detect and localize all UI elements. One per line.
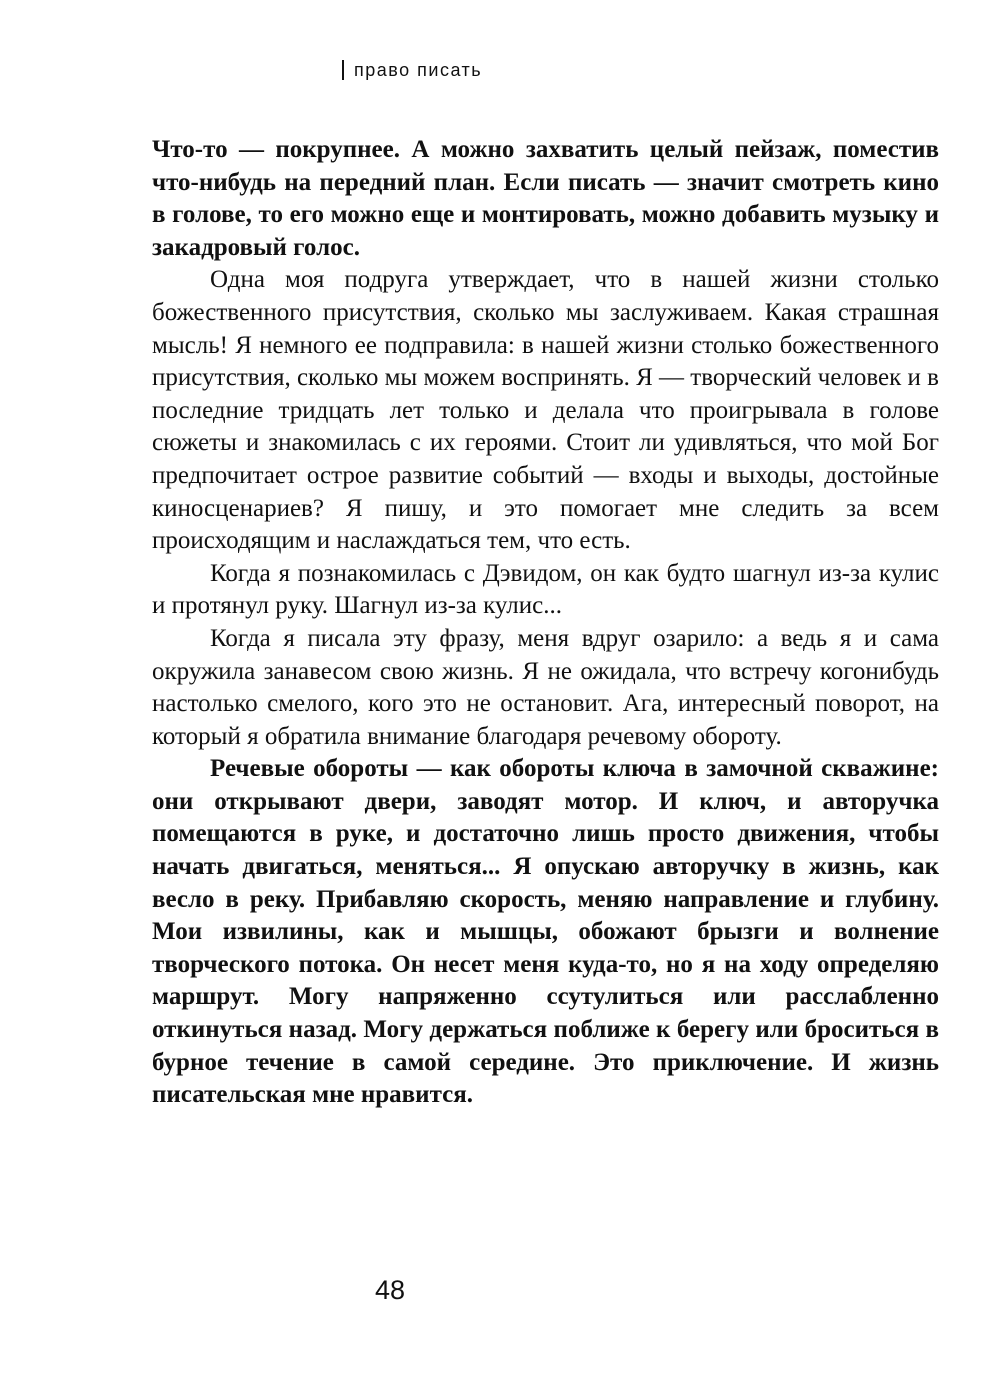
paragraph-1: Что-то — покрупнее. А можно захватить целый пейзаж, поместив что-нибудь на передний план. Если писать — значит смотреть кино в голове, то его можно еще и монтировать, можно добавить музыку и закадровый голос. — [152, 136, 939, 261]
paragraph-3: Когда я познакомилась с Дэвидом, он как будто шагнул из-за кулис и протянул руку. Шагнул из-за кулис... — [152, 559, 939, 620]
running-head — [342, 60, 482, 81]
paragraph-4: Когда я писала эту фразу, меня вдруг озарило: а ведь я и сама окружила занавесом свою жизнь. Я не ожидала, что встречу когонибудь настолько смелого, кого это не остановит. Ага, интересный поворот, на который я обратила внимание благодаря речевому обороту. — [152, 624, 939, 750]
body-text — [152, 134, 939, 1112]
paragraph-2: Одна моя подруга утверждает, что в нашей жизни столько божественного присутствия, сколько мы заслуживаем. Какая страшная мысль! Я немного ее подправила: в нашей жизни столько божественного присутствия, сколько мы можем воспринять. Я — творческий человек и в последние тридцать лет только и делала что проигрывала в голове сюжеты и знакомилась с их героями. Стоит ли удивляться, что мой Бог предпочитает острое развитие событий — входы и выходы, достойные киносценариев? Я пишу, и это помогает мне следить за всем происходящим и наслаждаться тем, что есть. — [152, 266, 939, 555]
running-head-divider — [342, 60, 344, 80]
running-head-title: право писать — [354, 60, 483, 80]
paragraph-5: Речевые обороты — как обороты ключа в замочной скважине: они открывают двери, заводят мотор. И ключ, и авторучка помещаются в руке, и достаточно лишь просто движения, чтобы начать двигаться, меняться... Я опускаю авторучку в жизнь, как весло в реку. Прибавляю скорость, меняю направление и глубину. Мои извилины, как и мышцы, обожают брызги и волнение творческого потока. Он несет меня куда-то, но я на ходу определяю маршрут. Могу напряженно ссутулиться или расслабленно откинуться назад. Могу держаться поближе к берегу или броситься в бурное течение в самой середине. Это приключение. И жизнь писательская мне нравится. — [152, 755, 939, 1109]
page-number: 48 — [374, 1275, 406, 1305]
